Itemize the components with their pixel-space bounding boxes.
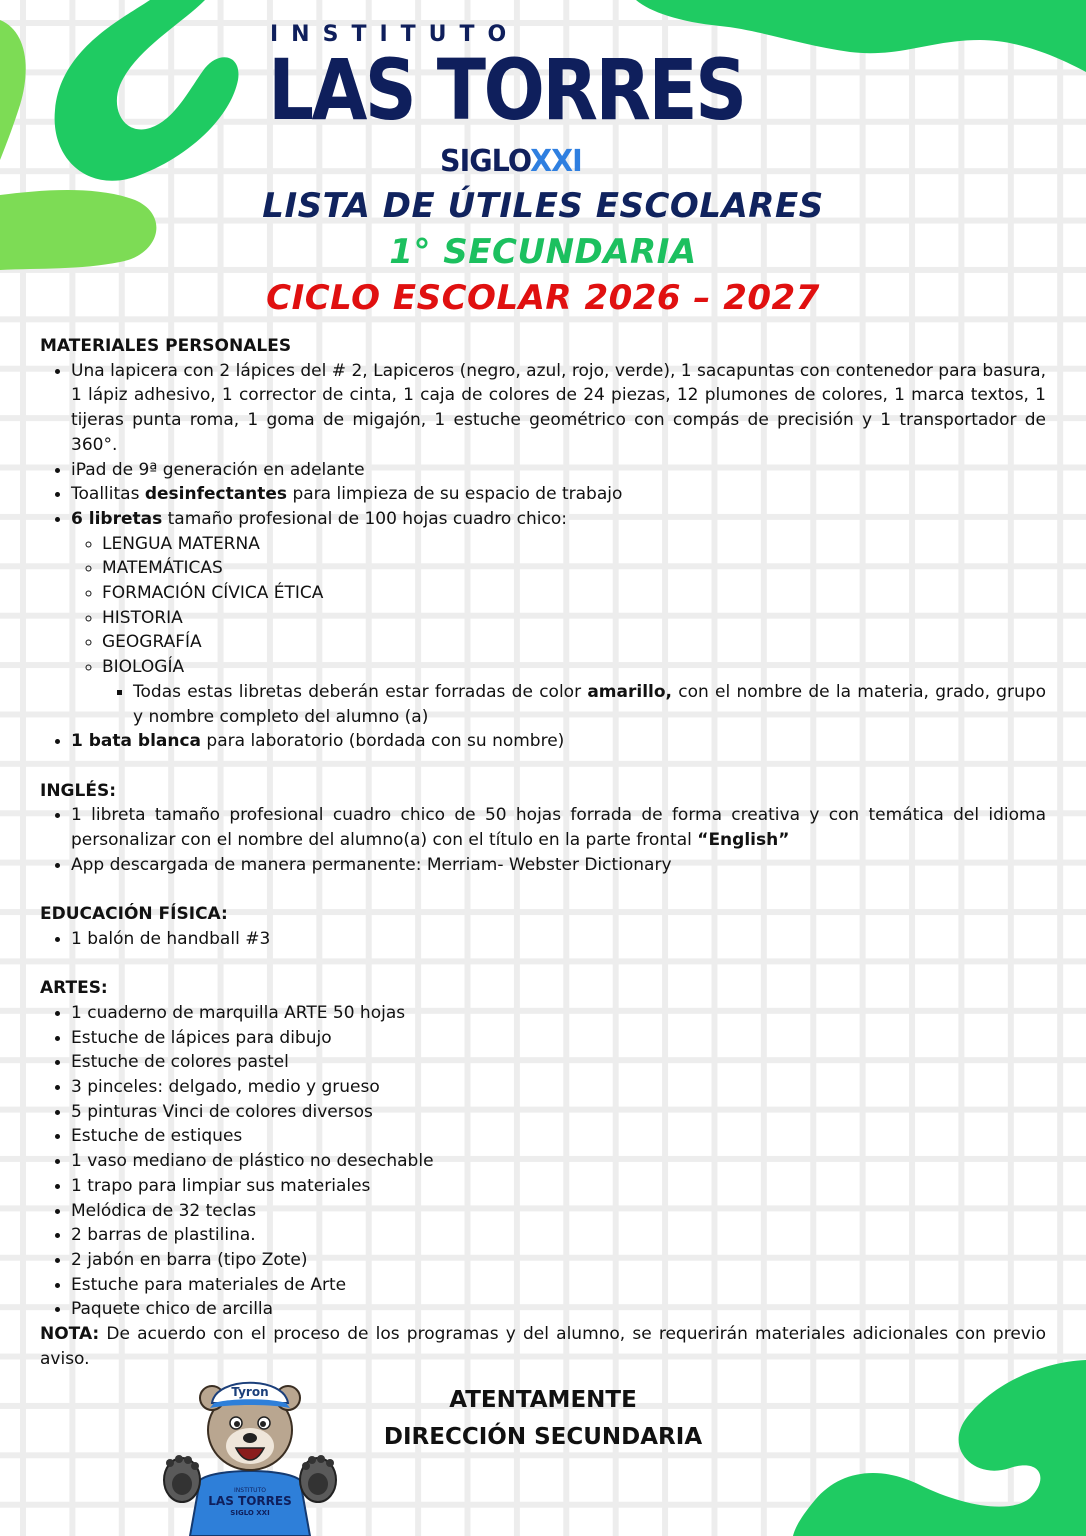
- list-ingles: [40, 803, 1046, 877]
- list-item: • Paquete chico de arcilla: [71, 1297, 1046, 1322]
- note-label: NOTA:: [40, 1324, 100, 1345]
- subject-item: ◦ LENGUA MATERNA: [102, 532, 1046, 557]
- list-item: • 2 jabón en barra (tipo Zote): [71, 1248, 1046, 1273]
- mascot-cap-text: Tyron: [231, 1385, 269, 1399]
- item-bold: 6 libretas: [71, 508, 163, 529]
- item-bold: desinfectantes: [144, 484, 288, 505]
- spacer: [40, 877, 1046, 902]
- list-artes: [40, 1001, 1046, 1322]
- item-text: Todas estas libretas deberán estar forradas de color: [133, 681, 588, 702]
- section-heading-ingles: INGLÉS:: [40, 780, 116, 801]
- list-subjects: [71, 532, 1046, 730]
- document-title: LISTA DE ÚTILES ESCOLARES: [262, 186, 824, 226]
- list-item: • 2 barras de plastilina.: [71, 1223, 1046, 1248]
- supply-list: [40, 334, 1046, 1371]
- list-item: • 3 pinceles: delgado, medio y grueso: [71, 1075, 1046, 1100]
- list-item: • 1 trapo para limpiar sus materiales: [71, 1174, 1046, 1199]
- list-item: [71, 803, 1046, 852]
- logo-top-text: INSTITUTO: [270, 22, 520, 47]
- spacer: [40, 754, 1046, 779]
- list-item: • iPad de 9ª generación en adelante: [71, 458, 1046, 483]
- list-item: • 1 balón de handball #3: [71, 927, 1046, 952]
- item-text: 1 libreta tamaño profesional cuadro chico de 50 hojas forrada de forma creativa y con temática del idioma personalizar con el nombre del alumno(a) con el título en la parte frontal: [71, 805, 1046, 851]
- item-text: con el nombre de la materia, grado, grupo y nombre completo del alumno (a): [133, 681, 1046, 727]
- school-logo: [268, 22, 745, 179]
- grade-title: 1° SECUNDARIA: [389, 232, 697, 272]
- blob-top-left-lime: [0, 20, 26, 160]
- list-item: [71, 482, 1046, 507]
- mascot-shirt-text-2: LAS TORRES: [208, 1494, 292, 1508]
- list-notebook-note: [102, 680, 1046, 729]
- subject-item: ◦ MATEMÁTICAS: [102, 556, 1046, 581]
- list-item: • Estuche para materiales de Arte: [71, 1273, 1046, 1298]
- list-item: • 5 pinturas Vinci de colores diversos: [71, 1100, 1046, 1125]
- section-heading-personales: MATERIALES PERSONALES: [40, 336, 292, 356]
- list-item: • Estuche de estiques: [71, 1124, 1046, 1149]
- logo-sub-siglo: SIGLO: [440, 144, 531, 179]
- item-bold: “English”: [697, 830, 790, 851]
- section-heading-artes: ARTES:: [40, 978, 108, 999]
- blob-top-left-swirl: [55, 0, 239, 181]
- list-item: • Una lapicera con 2 lápices del # 2, Lapiceros (negro, azul, rojo, verde), 1 sacapuntas con contenedor para basura, 1 lápiz adhesivo, 1 corrector de cinta, 1 caja de colores de 24 piezas, 12 plumones de colores, 1 marca textos, 1 tijeras punta roma, 1 goma de migajón, 1 estuche geométrico con compás de precisión y 1 transportador de 360°.: [71, 359, 1046, 458]
- list-item: • 1 vaso mediano de plástico no desechable: [71, 1149, 1046, 1174]
- list-educacion-fisica: [40, 927, 1046, 952]
- item-text: tamaño profesional de 100 hojas cuadro chico:: [162, 508, 567, 529]
- subject-item: ◦ GEOGRAFÍA: [102, 630, 1046, 655]
- item-text: para laboratorio (bordada con su nombre): [201, 731, 565, 752]
- logo-sub-text: [440, 144, 582, 179]
- mascot-shirt-text-3: SIGLO XXI: [230, 1509, 270, 1517]
- list-item: • Estuche de lápices para dibujo: [71, 1026, 1046, 1051]
- note-paragraph: [40, 1322, 1046, 1371]
- list-item: [71, 507, 1046, 729]
- logo-main-text: LAS TORRES: [268, 41, 745, 139]
- item-bold: amarillo,: [587, 681, 672, 702]
- subject-label: BIOLOGÍA: [102, 657, 185, 678]
- note-text: De acuerdo con el proceso de los programas y del alumno, se requerirán materiales adicionales con previo aviso.: [40, 1324, 1046, 1369]
- cycle-title: CICLO ESCOLAR 2026 – 2027: [266, 278, 820, 318]
- subject-item: ◦ FORMACIÓN CÍVICA ÉTICA: [102, 581, 1046, 606]
- notebook-note: [133, 680, 1046, 729]
- mascot-right-paw: [300, 1455, 336, 1502]
- list-item: [71, 729, 1046, 754]
- mascot-shirt-text-1: INSTITUTO: [234, 1487, 266, 1494]
- section-heading-educacion-fisica: EDUCACIÓN FÍSICA:: [40, 904, 228, 925]
- logo-sub-xxi: XXI: [530, 144, 582, 179]
- list-item: • Estuche de colores pastel: [71, 1050, 1046, 1075]
- signature-department: DIRECCIÓN SECUNDARIA: [383, 1424, 703, 1450]
- subject-item: ◦ HISTORIA: [102, 606, 1046, 631]
- list-personales: [40, 359, 1046, 754]
- list-item: • App descargada de manera permanente: Merriam- Webster Dictionary: [71, 853, 1046, 878]
- item-text: para limpieza de su espacio de trabajo: [287, 484, 623, 505]
- list-item: • Melódica de 32 teclas: [71, 1199, 1046, 1224]
- mascot-left-paw: [164, 1455, 200, 1502]
- signature-closing: ATENTAMENTE: [449, 1387, 637, 1413]
- item-bold: 1 bata blanca: [71, 731, 202, 752]
- item-text: Toallitas: [71, 484, 145, 505]
- spacer: [40, 952, 1046, 977]
- subject-item: [102, 655, 1046, 729]
- list-item: • 1 cuaderno de marquilla ARTE 50 hojas: [71, 1001, 1046, 1026]
